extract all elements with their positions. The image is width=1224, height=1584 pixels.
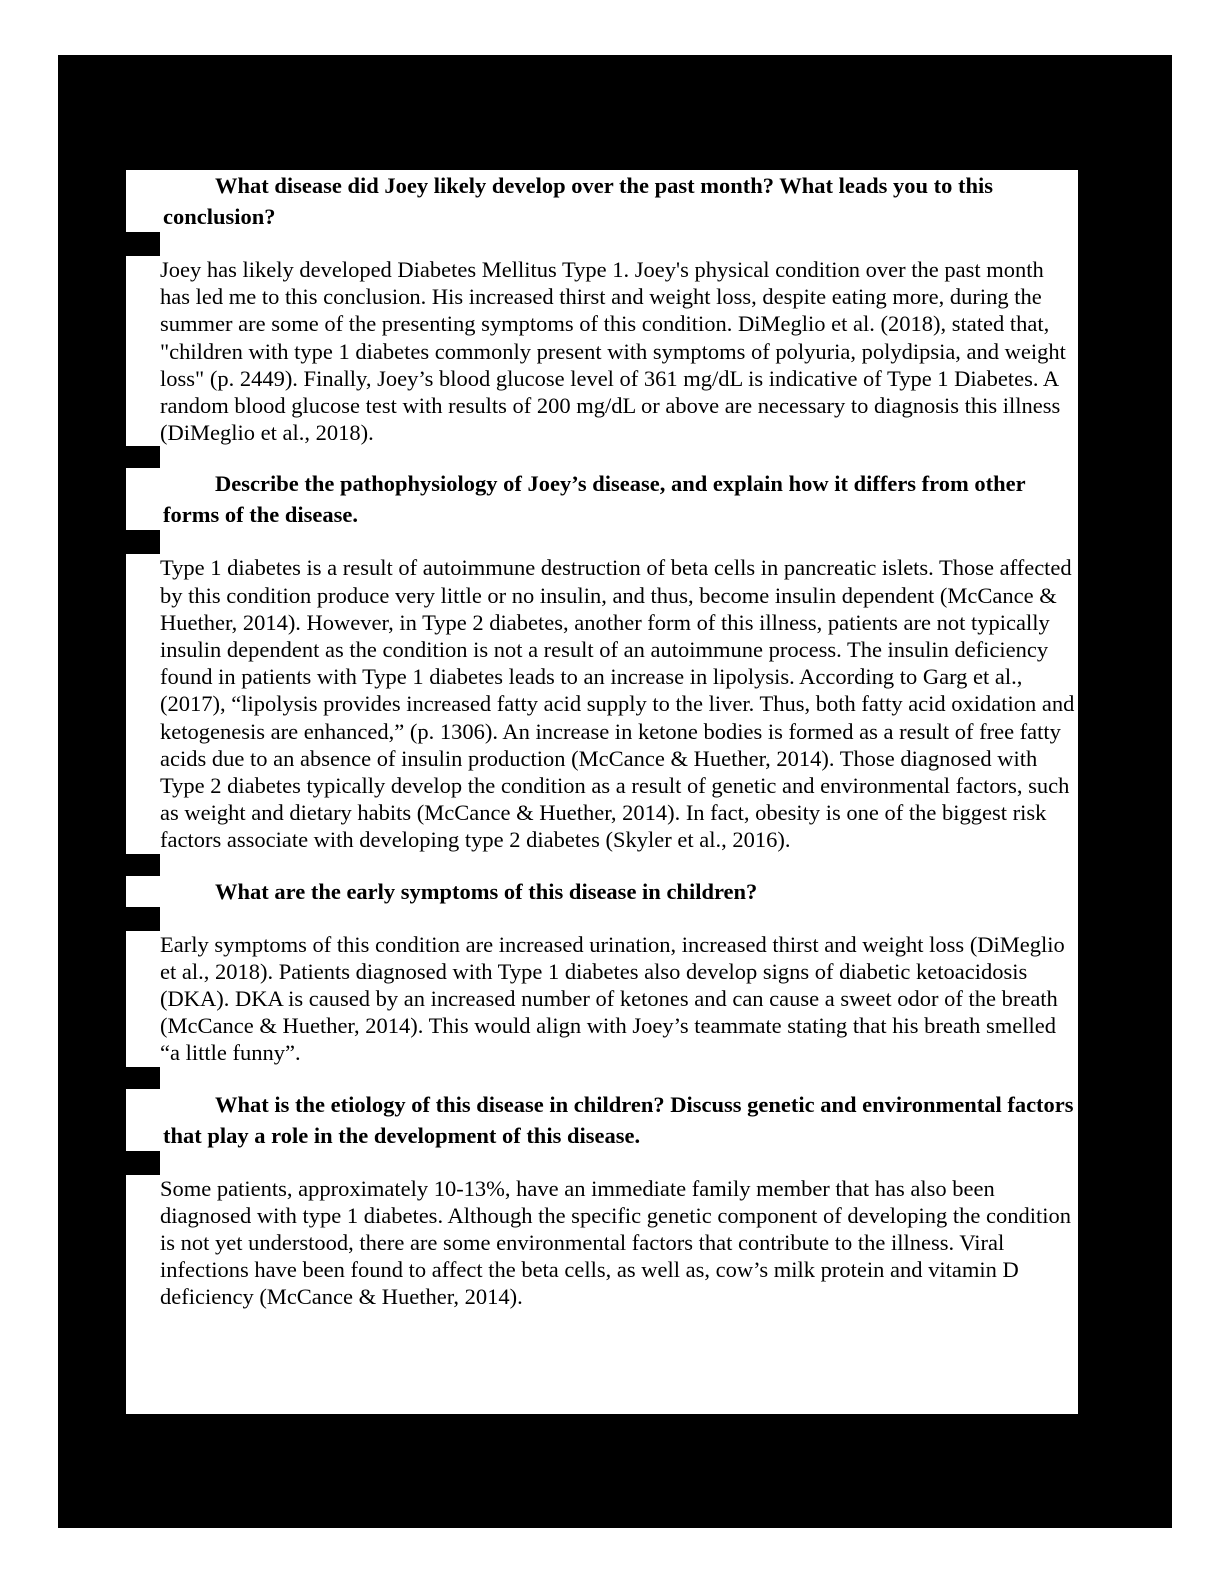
heading-body-gap-1 xyxy=(126,232,1078,256)
heading-body-gap-4 xyxy=(126,1151,1078,1175)
section-gap-white-right-1 xyxy=(160,446,1078,468)
section-gap-white-right-3 xyxy=(160,1067,1078,1089)
qa-section-3 xyxy=(89,876,1078,1067)
heading-body-gap-2 xyxy=(126,530,1078,554)
qa-section-2 xyxy=(89,468,1078,853)
gap-white-right-1 xyxy=(160,232,1078,256)
question-number-1: 1. xyxy=(89,173,106,198)
section-gap-2 xyxy=(126,854,1078,876)
question-text-2: Describe the pathophysiology of Joey’s disease, and explain how it differs from other forms of the disease. xyxy=(163,471,1026,528)
gap-white-right-2 xyxy=(160,530,1078,554)
qa-section-4 xyxy=(89,1089,1078,1311)
section-gap-3 xyxy=(126,1067,1078,1089)
document-page xyxy=(89,170,1078,1414)
answer-body-2: Type 1 diabetes is a result of autoimmune destruction of beta cells in pancreatic islets. Those affected by this condition produce very little or no insulin, and thus, become insulin dependent (McCance & Huether, 2014). However, in Type 2 diabetes, another form of this illness, patients are not typically insulin dependent as the condition is not a result of an autoimmune process. The insulin deficiency found in patients with Type 1 diabetes leads to an increase in lipolysis. According to Garg et al., (2017), “lipolysis provides increased fatty acid supply to the liver. Thus, both fatty acid oxidation and ketogenesis are enhanced,” (p. 1306). An increase in ketone bodies is formed as a result of free fatty acids due to an absence of insulin production (McCance & Huether, 2014). Those diagnosed with Type 2 diabetes typically develop the condition as a result of genetic and environmental factors, such as weight and dietary habits (McCance & Huether, 2014). In fact, obesity is one of the biggest risk factors associate with developing type 2 diabetes (Skyler et al., 2016). xyxy=(160,554,1078,853)
gap-white-right-3 xyxy=(160,907,1078,931)
section-gap-1 xyxy=(126,446,1078,468)
gap-white-right-4 xyxy=(160,1151,1078,1175)
question-heading-2 xyxy=(89,468,1078,530)
section-gap-white-right-2 xyxy=(160,854,1078,876)
question-heading-1 xyxy=(89,170,1078,232)
page-tail-whitespace xyxy=(126,1311,1078,1391)
question-text-1: What disease did Joey likely develop over the past month? What leads you to this conclusion? xyxy=(163,173,993,229)
question-text-3: What are the early symptoms of this disease in children? xyxy=(215,878,758,904)
answer-body-4: Some patients, approximately 10-13%, have an immediate family member that has also been diagnosed with type 1 diabetes. Although the specific genetic component of developing the condition is not yet understood, there are some environmental factors that contribute to the illness. Viral infections have been found to affect the beta cells, as well as, cow’s milk protein and vitamin D deficiency (McCance & Huether, 2014). xyxy=(160,1175,1078,1311)
answer-body-3: Early symptoms of this condition are increased urination, increased thirst and weight loss (DiMeglio et al., 2018). Patients diagnosed with Type 1 diabetes also develop signs of diabetic ketoacidosis (DKA). DKA is caused by an increased number of ketones and can cause a sweet odor of the breath (McCance & Huether, 2014). This would align with Joey’s teammate stating that his breath smelled “a little funny”. xyxy=(160,931,1078,1067)
answer-body-1: Joey has likely developed Diabetes Mellitus Type 1. Joey's physical condition over the past month has led me to this conclusion. His increased thirst and weight loss, despite eating more, during the summer are some of the presenting symptoms of this condition. DiMeglio et al. (2018), stated that, "children with type 1 diabetes commonly present with symptoms of polyuria, polydipsia, and weight loss" (p. 2449). Finally, Joey’s blood glucose level of 361 mg/dL is indicative of Type 1 Diabetes. A random blood glucose test with results of 200 mg/dL or above are necessary to diagnosis this illness (DiMeglio et al., 2018). xyxy=(160,256,1078,446)
question-number-4: 4. xyxy=(89,1091,106,1117)
heading-body-gap-3 xyxy=(126,907,1078,931)
question-number-2: 2. xyxy=(89,471,106,497)
question-heading-3 xyxy=(89,876,1078,907)
question-text-4: What is the etiology of this disease in children? Discuss genetic and environmental factors that play a role in the development of this disease. xyxy=(163,1091,1074,1148)
qa-section-1 xyxy=(89,170,1078,446)
question-heading-4 xyxy=(89,1089,1078,1151)
question-number-3: 3. xyxy=(89,878,106,904)
